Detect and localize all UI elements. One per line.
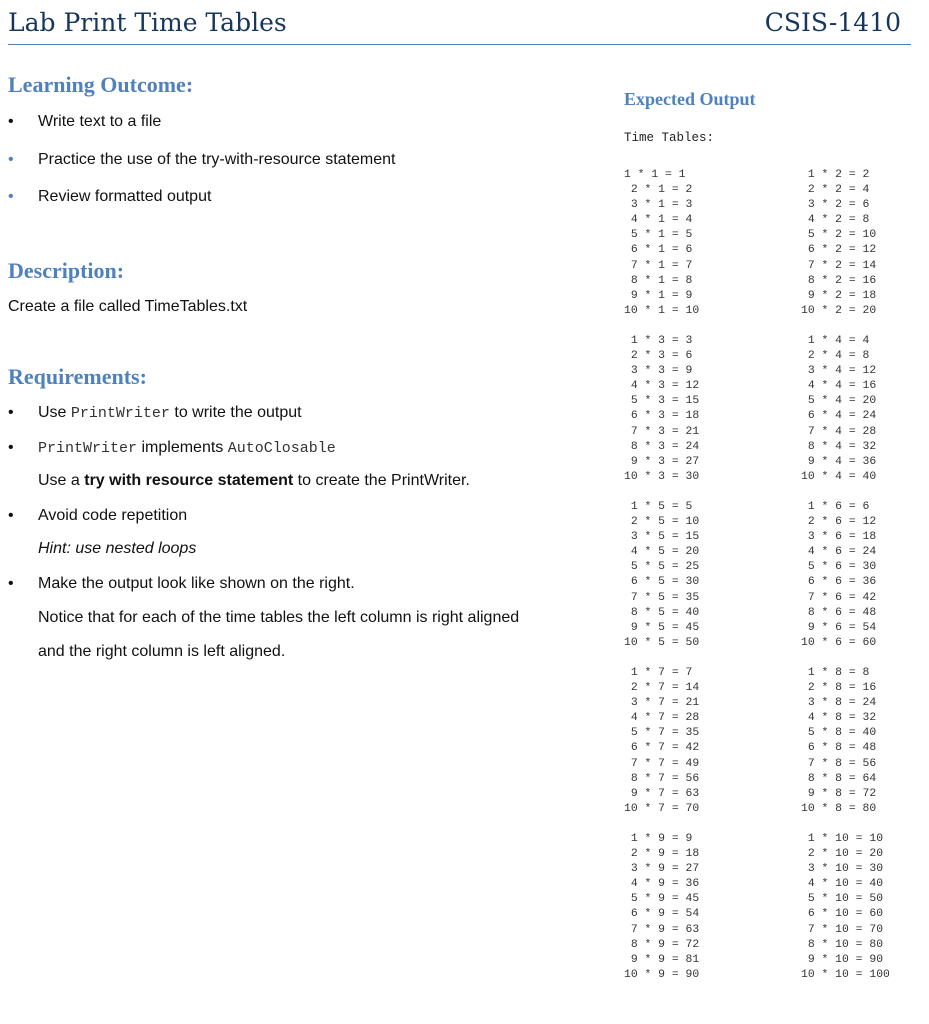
times-table-8: 1 * 8 = 8 2 * 8 = 16 3 * 8 = 24 4 * 8 = 32 5 * 8 = 40 6 * 8 = 48 7 * 8 = 56 8 * 8 = 64 9 * 8 = 72 10 * 8 = 80 (801, 667, 877, 815)
description-heading: Description: (8, 258, 125, 283)
times-table-5: 1 * 5 = 5 2 * 5 = 10 3 * 5 = 15 4 * 5 = 20 5 * 5 = 25 6 * 5 = 30 7 * 5 = 35 8 * 5 = 40 9 * 5 = 45 10 * 5 = 50 (624, 501, 700, 649)
times-table-7: 1 * 7 = 7 2 * 7 = 14 3 * 7 = 21 4 * 7 = 28 5 * 7 = 35 6 * 7 = 42 7 * 7 = 49 8 * 7 = 56 9 * 7 = 63 10 * 7 = 70 (624, 667, 700, 815)
times-table-6: 1 * 6 = 6 2 * 6 = 12 3 * 6 = 18 4 * 6 = 24 5 * 6 = 30 6 * 6 = 36 7 * 6 = 42 8 * 6 = 48 9 * 6 = 54 10 * 6 = 60 (801, 501, 877, 649)
page-header (8, 6, 911, 45)
requirement-note: Notice that for each of the time tables the left column is right aligned (38, 609, 520, 626)
times-table-10: 1 * 10 = 10 2 * 10 = 20 3 * 10 = 30 4 * 10 = 40 5 * 10 = 50 6 * 10 = 60 7 * 10 = 70 8 * 10 = 80 9 * 10 = 90 10 * 10 = 100 (801, 833, 890, 981)
course-code: CSIS-1410 (764, 8, 901, 37)
requirement-subtext: Use a try with resource statement to create the PrintWriter. (38, 472, 470, 489)
page-title: Lab Print Time Tables (8, 8, 287, 37)
times-table-2: 1 * 2 = 2 2 * 2 = 4 3 * 2 = 6 4 * 2 = 8 5 * 2 = 10 6 * 2 = 12 7 * 2 = 14 8 * 2 = 16 9 * 2 = 18 10 * 2 = 20 (801, 169, 877, 317)
requirement-note: and the right column is left aligned. (38, 643, 286, 660)
requirements-heading: Requirements: (8, 364, 147, 389)
requirement-hint: Hint: use nested loops (38, 540, 197, 557)
output-header-line: Time Tables: (624, 131, 715, 145)
times-table-9: 1 * 9 = 9 2 * 9 = 18 3 * 9 = 27 4 * 9 = 36 5 * 9 = 45 6 * 9 = 54 7 * 9 = 63 8 * 9 = 72 9 * 9 = 81 10 * 9 = 90 (624, 833, 700, 981)
description-text: Create a file called TimeTables.txt (8, 298, 248, 315)
times-table-3: 1 * 3 = 3 2 * 3 = 6 3 * 3 = 9 4 * 3 = 12 5 * 3 = 15 6 * 3 = 18 7 * 3 = 21 8 * 3 = 24 9 * 3 = 27 10 * 3 = 30 (624, 335, 700, 483)
learning-outcome-heading: Learning Outcome: (8, 72, 194, 97)
times-table-4: 1 * 4 = 4 2 * 4 = 8 3 * 4 = 12 4 * 4 = 16 5 * 4 = 20 6 * 4 = 24 7 * 4 = 28 8 * 4 = 32 9 * 4 = 36 10 * 4 = 40 (801, 335, 877, 483)
times-table-1: 1 * 1 = 1 2 * 1 = 2 3 * 1 = 3 4 * 1 = 4 5 * 1 = 5 6 * 1 = 6 7 * 1 = 7 8 * 1 = 8 9 * 1 = 9 10 * 1 = 10 (624, 169, 700, 317)
expected-output-heading: Expected Output (624, 89, 756, 109)
